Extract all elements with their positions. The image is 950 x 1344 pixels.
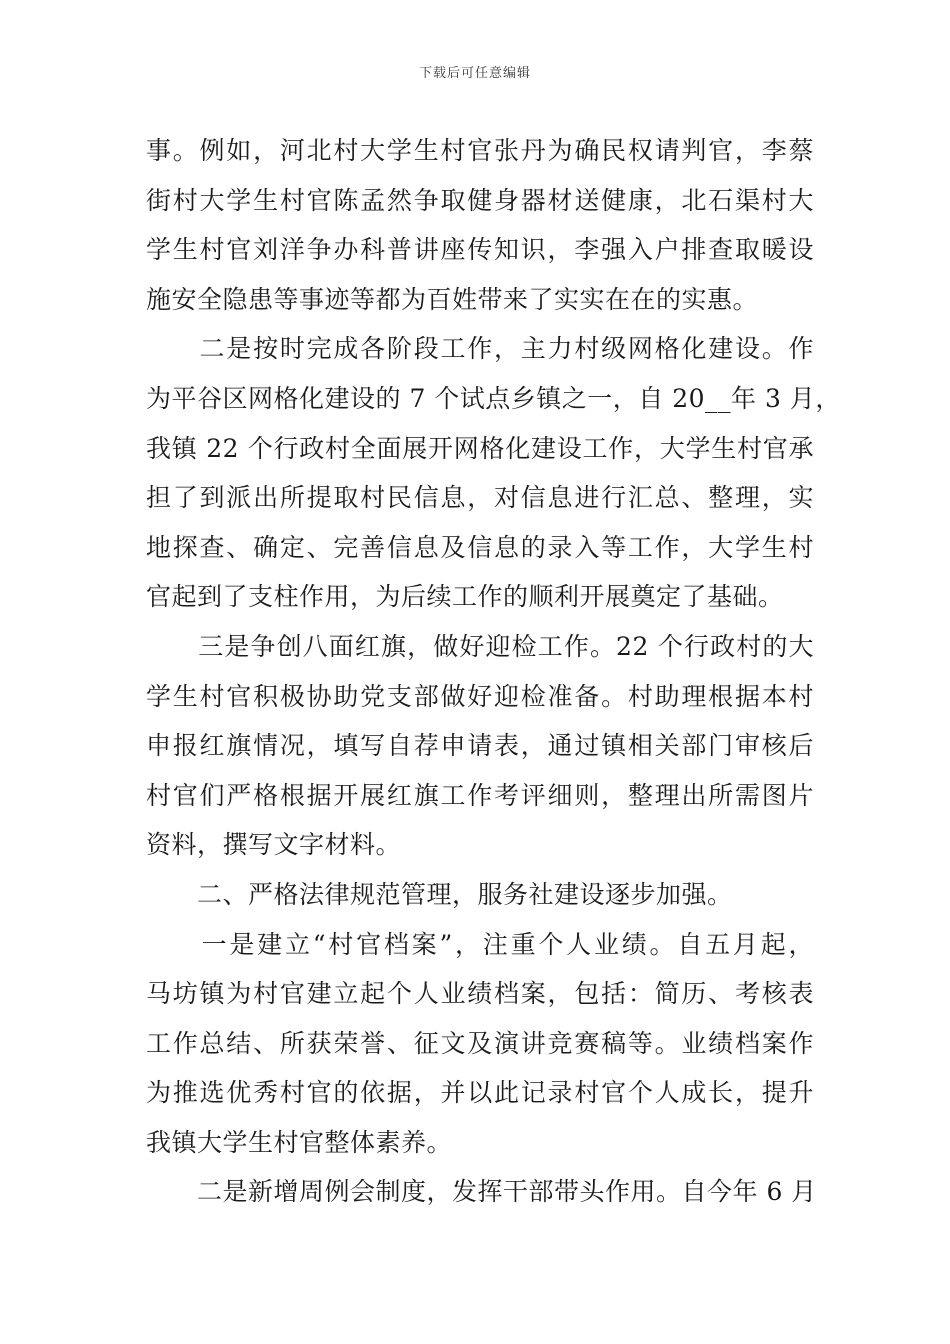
text-line: 我镇大学生村官整体素养。 <box>146 1127 453 1157</box>
text-line: 三是争创八面红旗，做好迎检工作。22 个行政村的大 <box>146 631 814 661</box>
text-line: 事。例如，河北村大学生村官张丹为确民权请判官，李蔡 <box>146 136 814 165</box>
body-text <box>146 126 841 1217</box>
text-line: 地探查、确定、完善信息及信息的录入等工作，大学生村 <box>146 532 814 562</box>
text-line: 申报红旗情况，填写自荐申请表，通过镇相关部门审核后 <box>146 731 814 761</box>
text-line: 为推选优秀村官的依据，并以此记录村官个人成长，提升 <box>146 1078 814 1108</box>
text-line: 马坊镇为村官建立起个人业绩档案，包括：简历、考核表 <box>146 979 814 1009</box>
text-line: 一是建立“村官档案”，注重个人业绩。自五月起， <box>146 929 814 959</box>
text-line: 学生村官积极协助党支部做好迎检准备。村助理根据本村 <box>146 681 814 711</box>
text-line: 二是按时完成各阶段工作，主力村级网格化建设。作 <box>146 334 814 364</box>
text-line: 为平谷区网格化建设的 7 个试点乡镇之一，自 20__年 3 月， <box>146 383 841 413</box>
text-line: 二是新增周例会制度，发挥干部带头作用。自今年 6 月 <box>146 1177 817 1207</box>
text-line: 担了到派出所提取村民信息，对信息进行汇总、整理，实 <box>146 483 814 513</box>
page-header: 下载后可任意编辑 <box>418 66 531 81</box>
text-line: 我镇 22 个行政村全面展开网格化建设工作，大学生村官承 <box>146 433 814 463</box>
text-line: 村官们严格根据开展红旗工作考评细则，整理出所需图片 <box>146 780 814 810</box>
text-line: 街村大学生村官陈孟然争取健身器材送健康，北石渠村大 <box>146 185 814 215</box>
section-heading: 二、严格法律规范管理，服务社建设逐步加强。 <box>146 879 733 909</box>
text-line: 工作总结、所获荣誉、征文及演讲竞赛稿等。业绩档案作 <box>146 1028 814 1058</box>
text-line: 施安全隐患等事迹等都为百姓带来了实实在在的实惠。 <box>146 284 759 314</box>
text-line: 资料，撰写文字材料。 <box>146 830 402 860</box>
text-line: 官起到了支柱作用，为后续工作的顺利开展奠定了基础。 <box>146 582 784 612</box>
text-line: 学生村官刘洋争办科普讲座传知识，李强入户排查取暖设 <box>146 235 814 265</box>
